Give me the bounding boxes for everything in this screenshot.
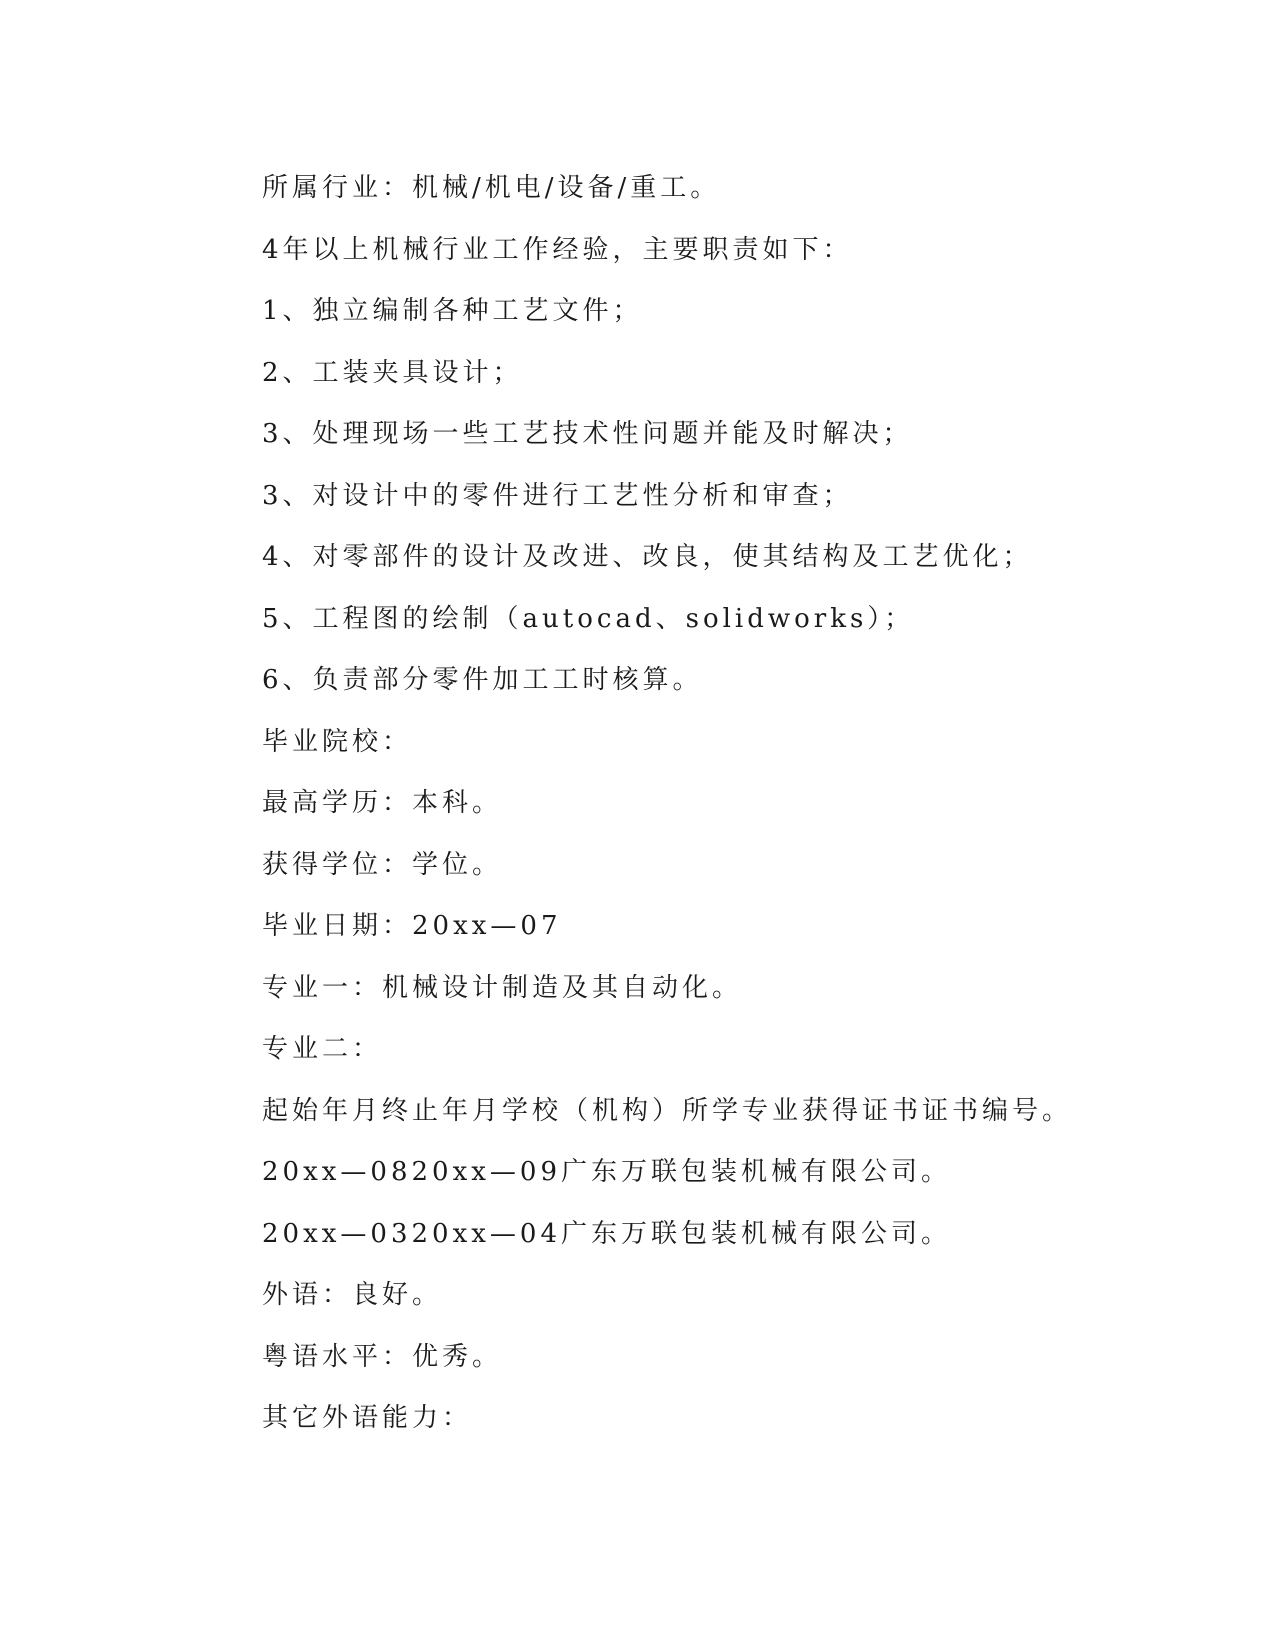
major-two-line: 专业二：: [262, 1034, 383, 1064]
duty-item-6: 6、负责部分零件加工工时核算。: [262, 665, 703, 695]
document-body: [262, 166, 1162, 1458]
graduation-date-line: 毕业日期：20xx—07: [262, 911, 562, 941]
duty-item-1: 1、独立编制各种工艺文件；: [262, 296, 643, 326]
duty-item-4: 4、对零部件的设计及改进、改良，使其结构及工艺优化；: [262, 542, 1033, 572]
duty-item-5: 5、工程图的绘制（autocad、solidworks）；: [262, 603, 915, 634]
training-row-1: 20xx—0820xx—09广东万联包装机械有限公司。: [262, 1157, 951, 1187]
training-header-line: 起始年月终止年月学校（机构）所学专业获得证书证书编号。: [262, 1095, 1073, 1126]
experience-summary-line: 4年以上机械行业工作经验，主要职责如下：: [262, 234, 853, 265]
duty-item-3b: 3、对设计中的零件进行工艺性分析和审查；: [262, 480, 853, 511]
degree-line: 获得学位：学位。: [262, 849, 503, 880]
education-line: 最高学历：本科。: [262, 788, 503, 818]
school-line: 毕业院校：: [262, 726, 413, 757]
training-row-2: 20xx—0320xx—04广东万联包装机械有限公司。: [262, 1218, 951, 1249]
cantonese-line: 粤语水平：优秀。: [262, 1341, 503, 1372]
duty-item-2: 2、工装夹具设计；: [262, 357, 523, 388]
other-language-line: 其它外语能力：: [262, 1403, 473, 1433]
foreign-language-line: 外语：良好。: [262, 1280, 443, 1310]
duty-item-3a: 3、处理现场一些工艺技术性问题并能及时解决；: [262, 419, 913, 449]
major-one-line: 专业一：机械设计制造及其自动化。: [262, 972, 743, 1003]
industry-line: 所属行业：机械/机电/设备/重工。: [262, 173, 721, 203]
